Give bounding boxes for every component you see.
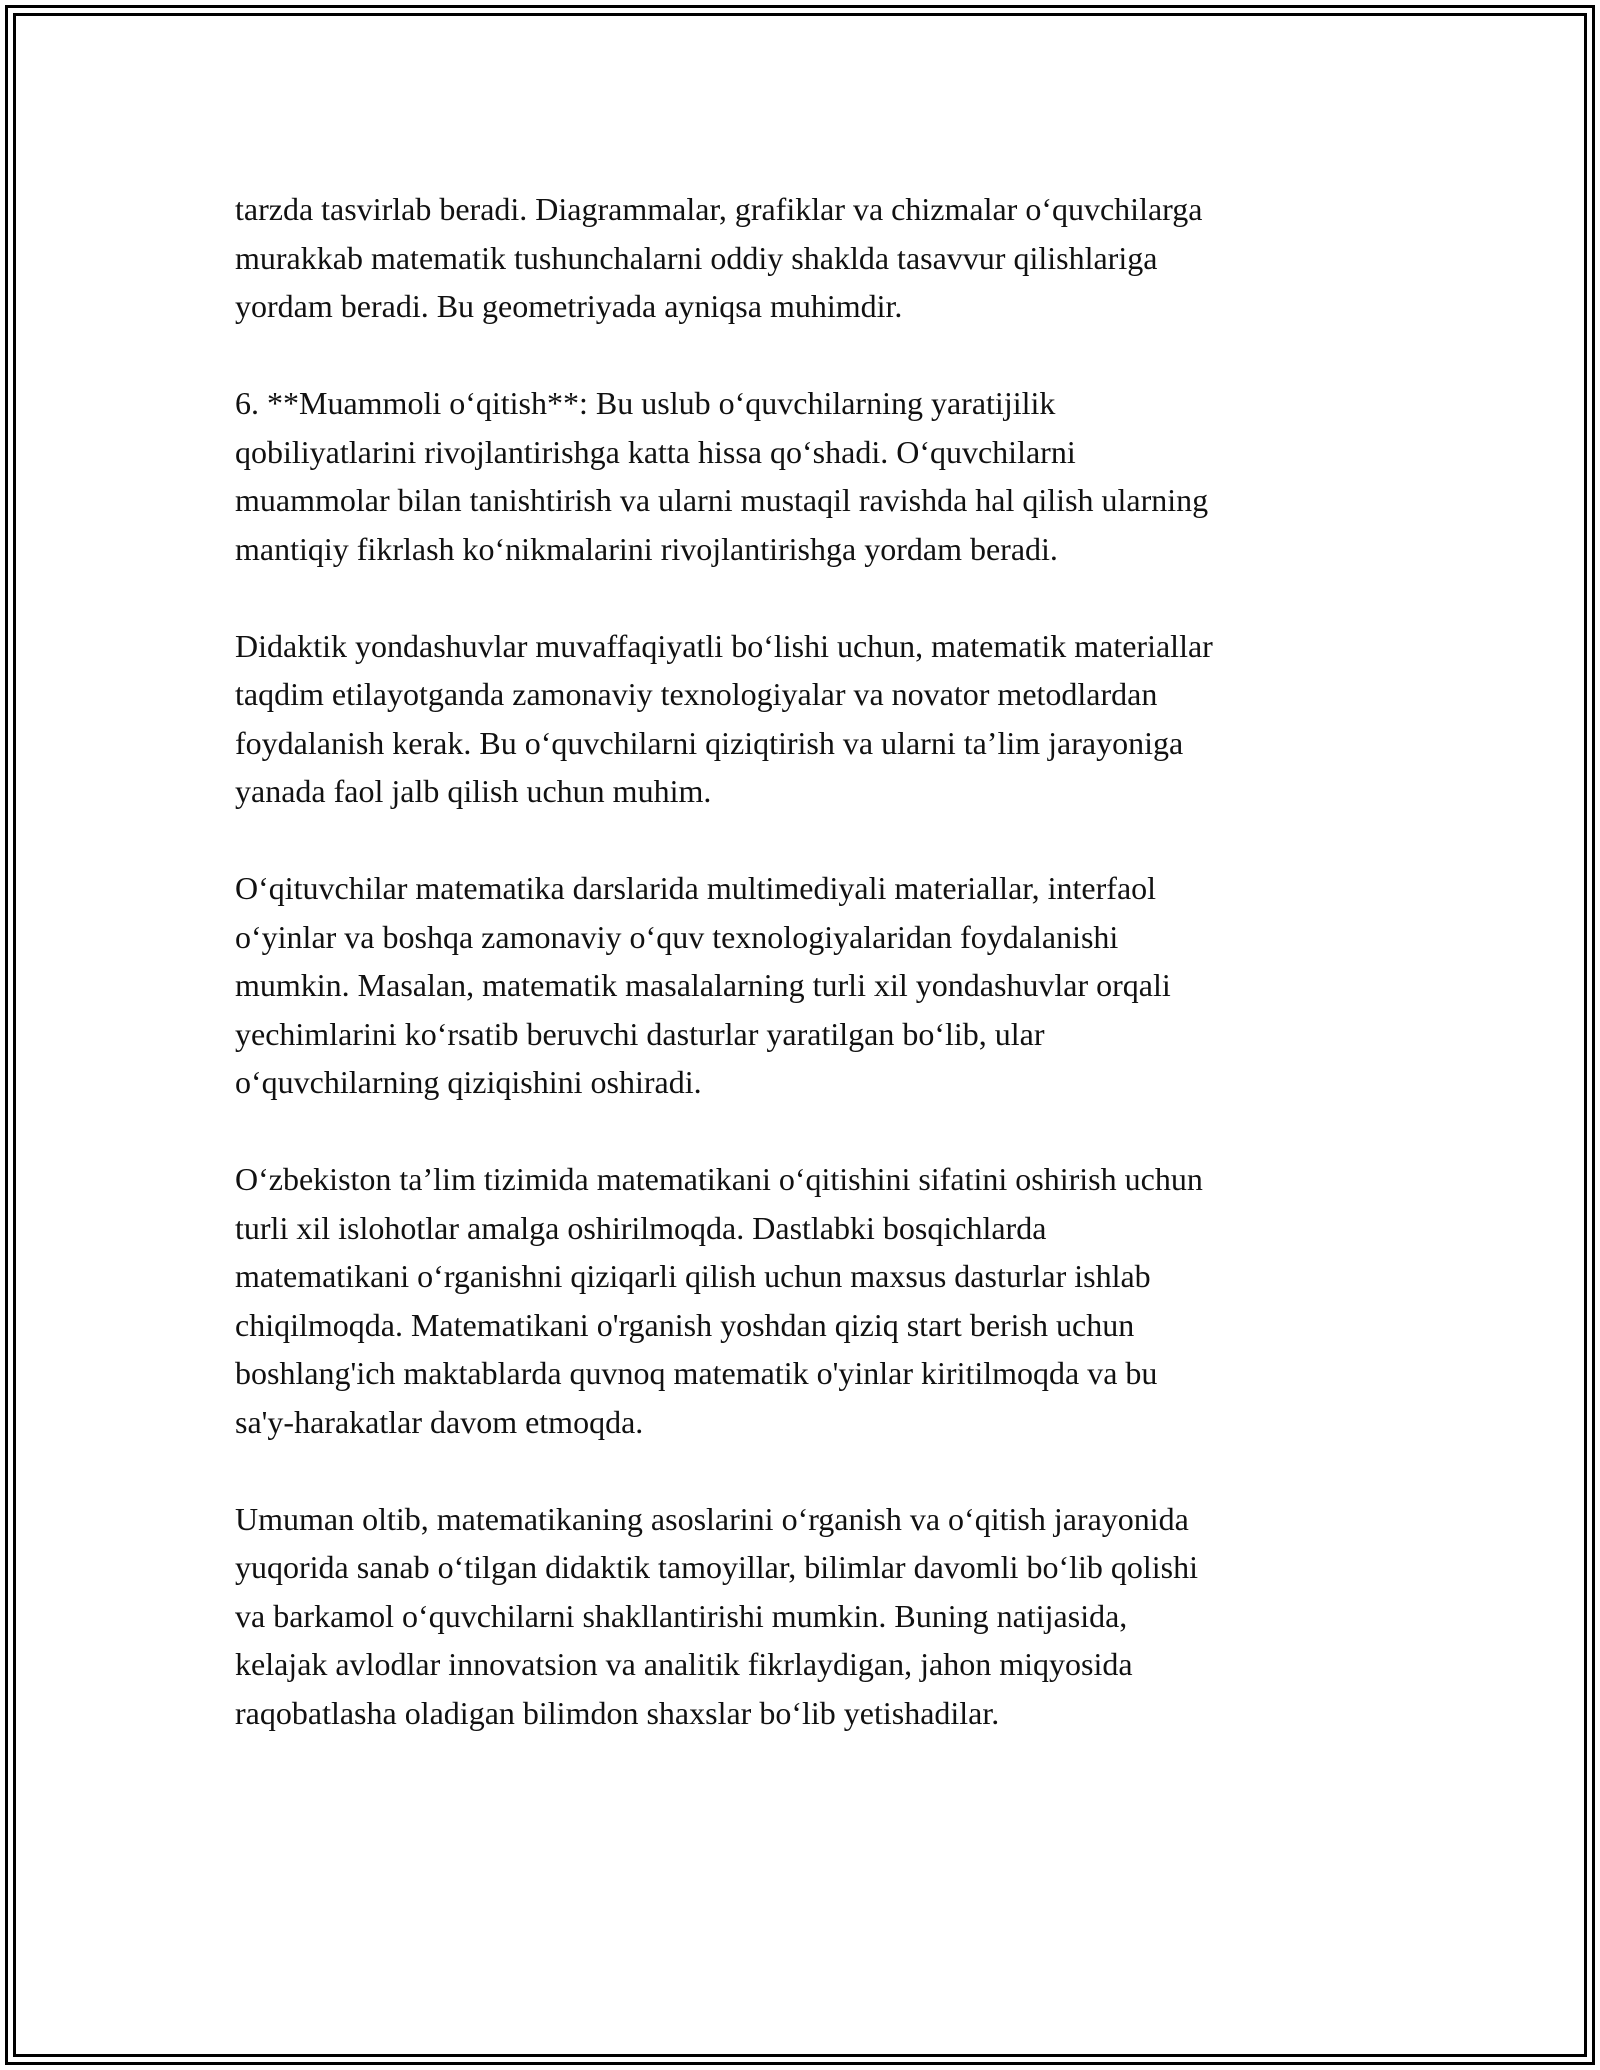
- paragraph-teachers-multimedia: O‘qituvchilar matematika darslarida multimediyali materiallar, interfaol o‘yinlar va boshqa zamonaviy o‘quv texnologiyalaridan foydalanishi mumkin. Masalan, matematik masalalarning turli xil yondashuvlar orqali yechimlarini ko‘rsatib beruvchi dasturlar yaratilgan bo‘lib, ular o‘quvchilarning qiziqishini oshiradi.: [235, 870, 1171, 1100]
- document-body: [235, 185, 1385, 1786]
- paragraph-conclusion: Umuman oltib, matematikaning asoslarini o‘rganish va o‘qitish jarayonida yuqorida sanab o‘tilgan didaktik tamoyillar, bilimlar davomli bo‘lib qolishi va barkamol o‘quvchilarni shakllantirishi mumkin. Buning natijasida, kelajak avlodlar innovatsion va analitik fikrlaydigan, jahon miqyosida raqobatlasha oladigan bilimdon shaxslar bo‘lib yetishadilar.: [235, 1500, 1198, 1731]
- paragraph-visual-aids-continuation: tarzda tasvirlab beradi. Diagrammalar, grafiklar va chizmalar o‘quvchilarga murakkab matematik tushunchalarni oddiy shaklda tasavvur qilishlariga yordam beradi. Bu geometriyada ayniqsa muhimdir.: [235, 191, 1203, 324]
- paragraph-didactic-approaches: Didaktik yondashuvlar muvaffaqiyatli bo‘lishi uchun, matematik materiallar taqdim etilayotganda zamonaviy texnologiyalar va novator metodlardan foydalanish kerak. Bu o‘quvchilarni qiziqtirish va ularni ta’lim jarayoniga yanada faol jalb qilish uchun muhim.: [235, 627, 1213, 809]
- paragraph-uzbekistan-reforms: O‘zbekiston ta’lim tizimida matematikani o‘qitishini sifatini oshirish uchun turli xil islohotlar amalga oshirilmoqda. Dastlabki bosqichlarda matematikani o‘rganishni qiziqarli qilish uchun maxsus dasturlar ishlab chiqilmoqda. Matematikani o'rganish yoshdan qiziq start berish uchun boshlang'ich maktablarda quvnoq matematik o'yinlar kiritilmoqda va bu sa'y-harakatlar davom etmoqda.: [235, 1161, 1203, 1440]
- paragraph-problem-based-teaching: 6. **Muammoli o‘qitish**: Bu uslub o‘quvchilarning yaratijilik qobiliyatlarini rivojlantirishga katta hissa qo‘shadi. O‘quvchilarni muammolar bilan tanishtirish va ularni mustaqil ravishda hal qilish ularning mantiqiy fikrlash ko‘nikmalarini rivojlantirishga yordam beradi.: [235, 385, 1209, 567]
